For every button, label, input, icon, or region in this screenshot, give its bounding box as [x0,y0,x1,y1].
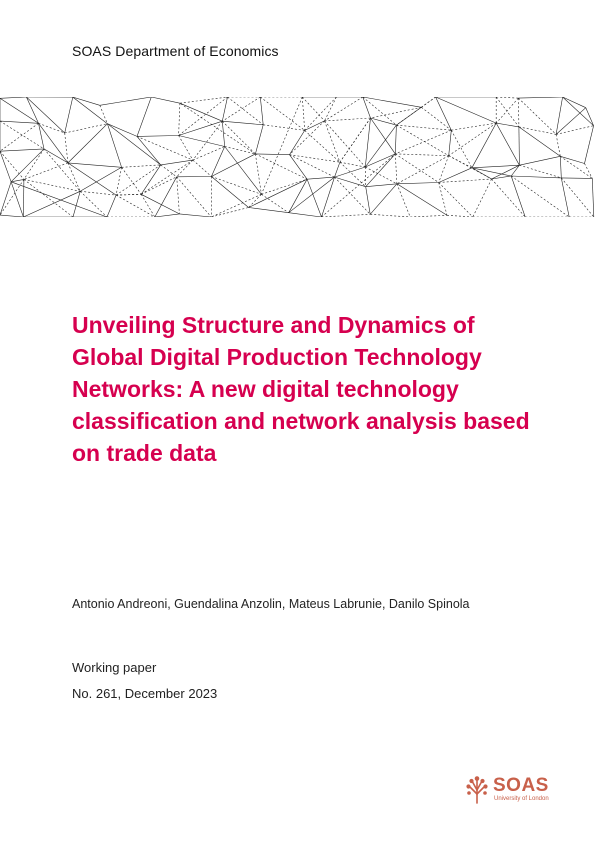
network-edge [107,124,137,137]
network-edge [116,167,122,195]
network-edge [395,154,397,184]
network-edge [179,103,180,135]
network-edge [11,149,44,182]
network-edge [397,184,410,217]
network-edge [363,97,422,107]
network-edge [395,154,448,156]
network-edge [122,167,142,194]
network-edge [395,125,396,154]
network-edge [222,121,255,154]
network-edge [340,162,365,167]
network-edge [222,121,224,146]
network-edge [260,97,304,130]
network-edge [255,154,261,194]
network-edge [472,168,492,179]
network-edge [0,121,39,123]
network-edge [11,182,107,217]
network-edge [73,97,100,105]
network-edge [44,149,68,163]
network-edge [451,123,496,130]
network-edge [290,155,308,180]
network-edge [410,215,447,217]
network-edge [325,121,366,167]
network-edge [396,125,448,156]
network-edge [193,121,222,160]
network-edge [519,127,520,165]
network-edge [263,125,305,131]
network-edge [365,125,396,167]
network-edge [211,154,255,177]
network-edge [65,97,73,133]
network-edge [519,165,561,178]
network-edge [371,118,396,154]
network-edge [137,97,151,136]
network-edge [560,156,561,178]
network-edge [511,165,519,176]
network-edge [0,215,23,217]
network-edge [122,165,161,167]
network-edge [492,179,526,217]
network-edge [141,165,161,194]
network-lines-graphic [0,97,595,217]
network-edge [396,125,451,130]
network-edge [0,149,44,151]
network-edge [365,118,370,167]
network-edge [322,214,371,217]
network-banner [0,97,595,217]
network-edge [24,163,68,180]
soas-logo [465,776,560,808]
network-edge [397,184,447,216]
network-edge [322,154,396,217]
network-edge [11,182,23,217]
network-edge [325,118,371,121]
network-edge [370,214,410,217]
network-edge [137,136,193,160]
network-edge [228,97,264,125]
network-edge [260,97,263,125]
network-edge [289,179,307,213]
network-edge [255,154,289,155]
network-edge [585,126,594,164]
network-edge [255,125,263,154]
network-edge [556,134,560,156]
network-edge [449,130,452,156]
network-edge [211,177,261,195]
network-edge [0,123,39,151]
network-edge [556,126,594,135]
network-edge [180,103,222,121]
network-edge [141,177,177,195]
network-edge [179,97,228,136]
network-edge [563,97,586,108]
network-edge [80,191,107,217]
network-edge [518,98,556,134]
paper-number-date: No. 261, December 2023 [72,686,218,701]
network-edge [325,97,337,121]
network-edge [451,130,472,168]
network-edge [141,160,193,194]
network-edge [289,177,335,213]
network-edge [261,97,302,194]
network-edge [179,214,211,217]
network-edge [179,136,193,161]
working-paper-label: Working paper [72,660,157,675]
network-edge [0,182,11,215]
network-edge [222,121,263,125]
network-edge [255,154,307,179]
network-edge [472,123,496,168]
network-edge [107,195,116,217]
network-edge [107,124,160,165]
network-edge [305,97,337,130]
network-edge [325,121,340,162]
network-edge [335,162,340,177]
network-edge [155,214,180,217]
network-edge [0,97,26,98]
network-edge [177,160,193,177]
network-edge [561,178,569,217]
network-edge [335,167,366,177]
network-edge [370,184,397,215]
network-edge [563,97,594,126]
network-edge [211,194,261,217]
network-edge [23,179,24,217]
network-edge [249,179,308,207]
network-edge [65,133,68,163]
network-edge [518,98,519,127]
network-edge [518,97,562,98]
network-edge [80,167,121,191]
network-edge [307,179,321,217]
network-edge [560,156,592,178]
network-edge [396,97,435,125]
network-edge [561,178,592,179]
network-edge [290,130,305,154]
network-edge [68,124,108,163]
network-edge [222,97,260,121]
network-edge [302,97,304,130]
logo-subtitle: University of London [494,796,549,802]
network-edge [447,215,473,217]
network-edge [322,177,335,217]
network-edge [561,178,594,217]
network-edge [161,160,193,165]
network-edge [249,208,289,213]
network-edge [141,194,179,214]
network-edge [421,107,451,130]
network-edge [290,121,325,155]
logo-wordmark: SOAS [493,775,549,796]
network-edge [307,177,334,179]
network-edge [511,176,561,178]
network-edge [65,124,108,133]
network-edge [592,178,594,217]
network-edge [100,97,152,105]
network-edge [302,97,324,121]
network-edge [439,183,447,216]
network-edge [366,184,397,187]
network-edge [340,118,371,162]
network-edge [366,154,396,187]
network-edge [472,165,520,168]
network-edge [211,147,224,177]
network-edge [556,108,586,135]
network-edge [177,177,212,217]
author-list: Antonio Andreoni, Guendalina Anzolin, Mateus Labrunie, Danilo Spinola [72,597,470,611]
network-edge [137,136,161,165]
paper-title: Unveiling Structure and Dynamics of Global Digital Production Technology Networks: A new digital technology classification and network analysis based on trade data [72,312,530,466]
network-edge [211,208,248,218]
network-edge [473,179,492,217]
network-edge [107,124,121,168]
network-edge [395,130,451,154]
network-edge [560,156,584,163]
network-edge [305,121,325,130]
department-name: SOAS Department of Economics [72,43,279,59]
network-edge [436,97,497,123]
network-edge [439,183,473,218]
network-edge [24,149,44,180]
network-edge [511,176,569,217]
network-edge [249,194,262,207]
network-edge [68,163,122,167]
network-edge [439,168,472,183]
network-edge [73,191,80,217]
network-edge [289,213,322,217]
soas-tree-icon [465,776,489,804]
network-edge [496,97,518,98]
network-edge [26,97,64,133]
network-edge [395,154,438,183]
network-edge [556,97,563,134]
network-edge [80,191,116,195]
network-edge [180,103,256,154]
network-edge [586,108,594,126]
network-edge [436,97,452,130]
network-edge [193,160,212,176]
network-edge [137,136,179,137]
network-edge [519,156,560,165]
network-edge [397,183,439,184]
network-edge [116,194,141,195]
network-edge [177,177,180,214]
network-edge [151,97,180,103]
network-edge [179,121,223,135]
network-edge [439,179,492,183]
network-edge [585,164,593,179]
network-edge [0,151,11,182]
network-edge [496,123,519,165]
network-edge [0,151,24,179]
network-edge [496,123,519,127]
network-edge [511,176,525,217]
network-edge [179,136,225,147]
network-edge [161,165,177,177]
network-edge [449,123,497,156]
network-edge [397,156,449,184]
